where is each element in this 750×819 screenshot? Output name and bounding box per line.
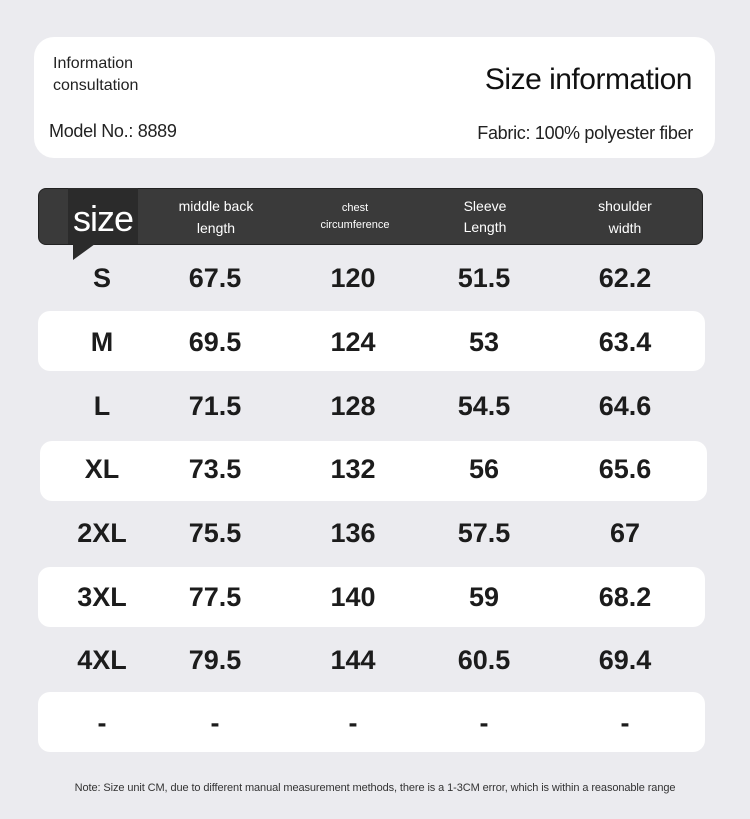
back-length-cell: 71.5 [188, 390, 242, 421]
size-cell: XL [84, 453, 120, 484]
fabric-info: Fabric: 100% polyester fiber [477, 123, 693, 143]
header-sleeve-length: Sleeve Length [463, 197, 507, 235]
size-cell: 2XL [77, 517, 127, 548]
size-cell: S [92, 262, 111, 293]
page-title: Size information [484, 63, 692, 96]
table-row [0, 376, 750, 436]
model-number: Model No.: 8889 [49, 121, 177, 141]
back-length-cell: - [210, 707, 220, 738]
sleeve-cell: 56 [468, 453, 500, 484]
shoulder-cell: 62.2 [598, 262, 652, 293]
sleeve-cell: - [479, 707, 489, 738]
back-length-cell: 77.5 [188, 581, 242, 612]
info-card [34, 37, 715, 158]
table-row [0, 630, 750, 690]
size-cell: 4XL [77, 644, 127, 675]
header-chest-circumference: chest circumference [320, 201, 390, 231]
size-note: Note: Size unit CM, due to different manual measurement methods, there is a 1-3CM error, which is within a reasonable range [74, 782, 676, 794]
chest-cell: 124 [330, 326, 376, 357]
back-length-cell: 75.5 [188, 517, 242, 548]
shoulder-cell: 64.6 [598, 390, 652, 421]
sleeve-cell: 57.5 [457, 517, 511, 548]
shoulder-cell: 65.6 [598, 453, 652, 484]
chest-cell: 140 [330, 581, 376, 612]
sleeve-cell: 53 [468, 326, 500, 357]
chest-cell: - [348, 707, 358, 738]
shoulder-cell: - [620, 707, 630, 738]
sleeve-cell: 59 [468, 581, 500, 612]
sleeve-cell: 54.5 [457, 390, 511, 421]
sleeve-cell: 60.5 [457, 644, 511, 675]
back-length-cell: 69.5 [188, 326, 242, 357]
chest-cell: 136 [330, 517, 376, 548]
shoulder-cell: 69.4 [598, 644, 652, 675]
back-length-cell: 79.5 [188, 644, 242, 675]
sleeve-cell: 51.5 [457, 262, 511, 293]
size-column-header: size [72, 198, 134, 239]
table-row [0, 248, 750, 308]
table-row [0, 503, 750, 563]
table-row [0, 312, 750, 372]
shoulder-cell: 68.2 [598, 581, 652, 612]
size-cell: M [90, 326, 114, 357]
table-row [0, 439, 750, 499]
shoulder-cell: 67 [609, 517, 641, 548]
header-middle-back-length: middle back length [178, 197, 254, 236]
table-row [0, 567, 750, 627]
chest-cell: 144 [330, 644, 376, 675]
back-length-cell: 67.5 [188, 262, 242, 293]
size-cell: 3XL [77, 581, 127, 612]
information-consultation: Information consultation [53, 55, 139, 94]
chest-cell: 132 [330, 453, 376, 484]
shoulder-cell: 63.4 [598, 326, 652, 357]
size-cell: L [93, 390, 111, 421]
size-cell: - [97, 707, 107, 738]
back-length-cell: 73.5 [188, 453, 242, 484]
chest-cell: 120 [330, 262, 376, 293]
header-shoulder-width: shoulder width [598, 197, 652, 236]
chest-cell: 128 [330, 390, 376, 421]
table-row [0, 693, 750, 753]
